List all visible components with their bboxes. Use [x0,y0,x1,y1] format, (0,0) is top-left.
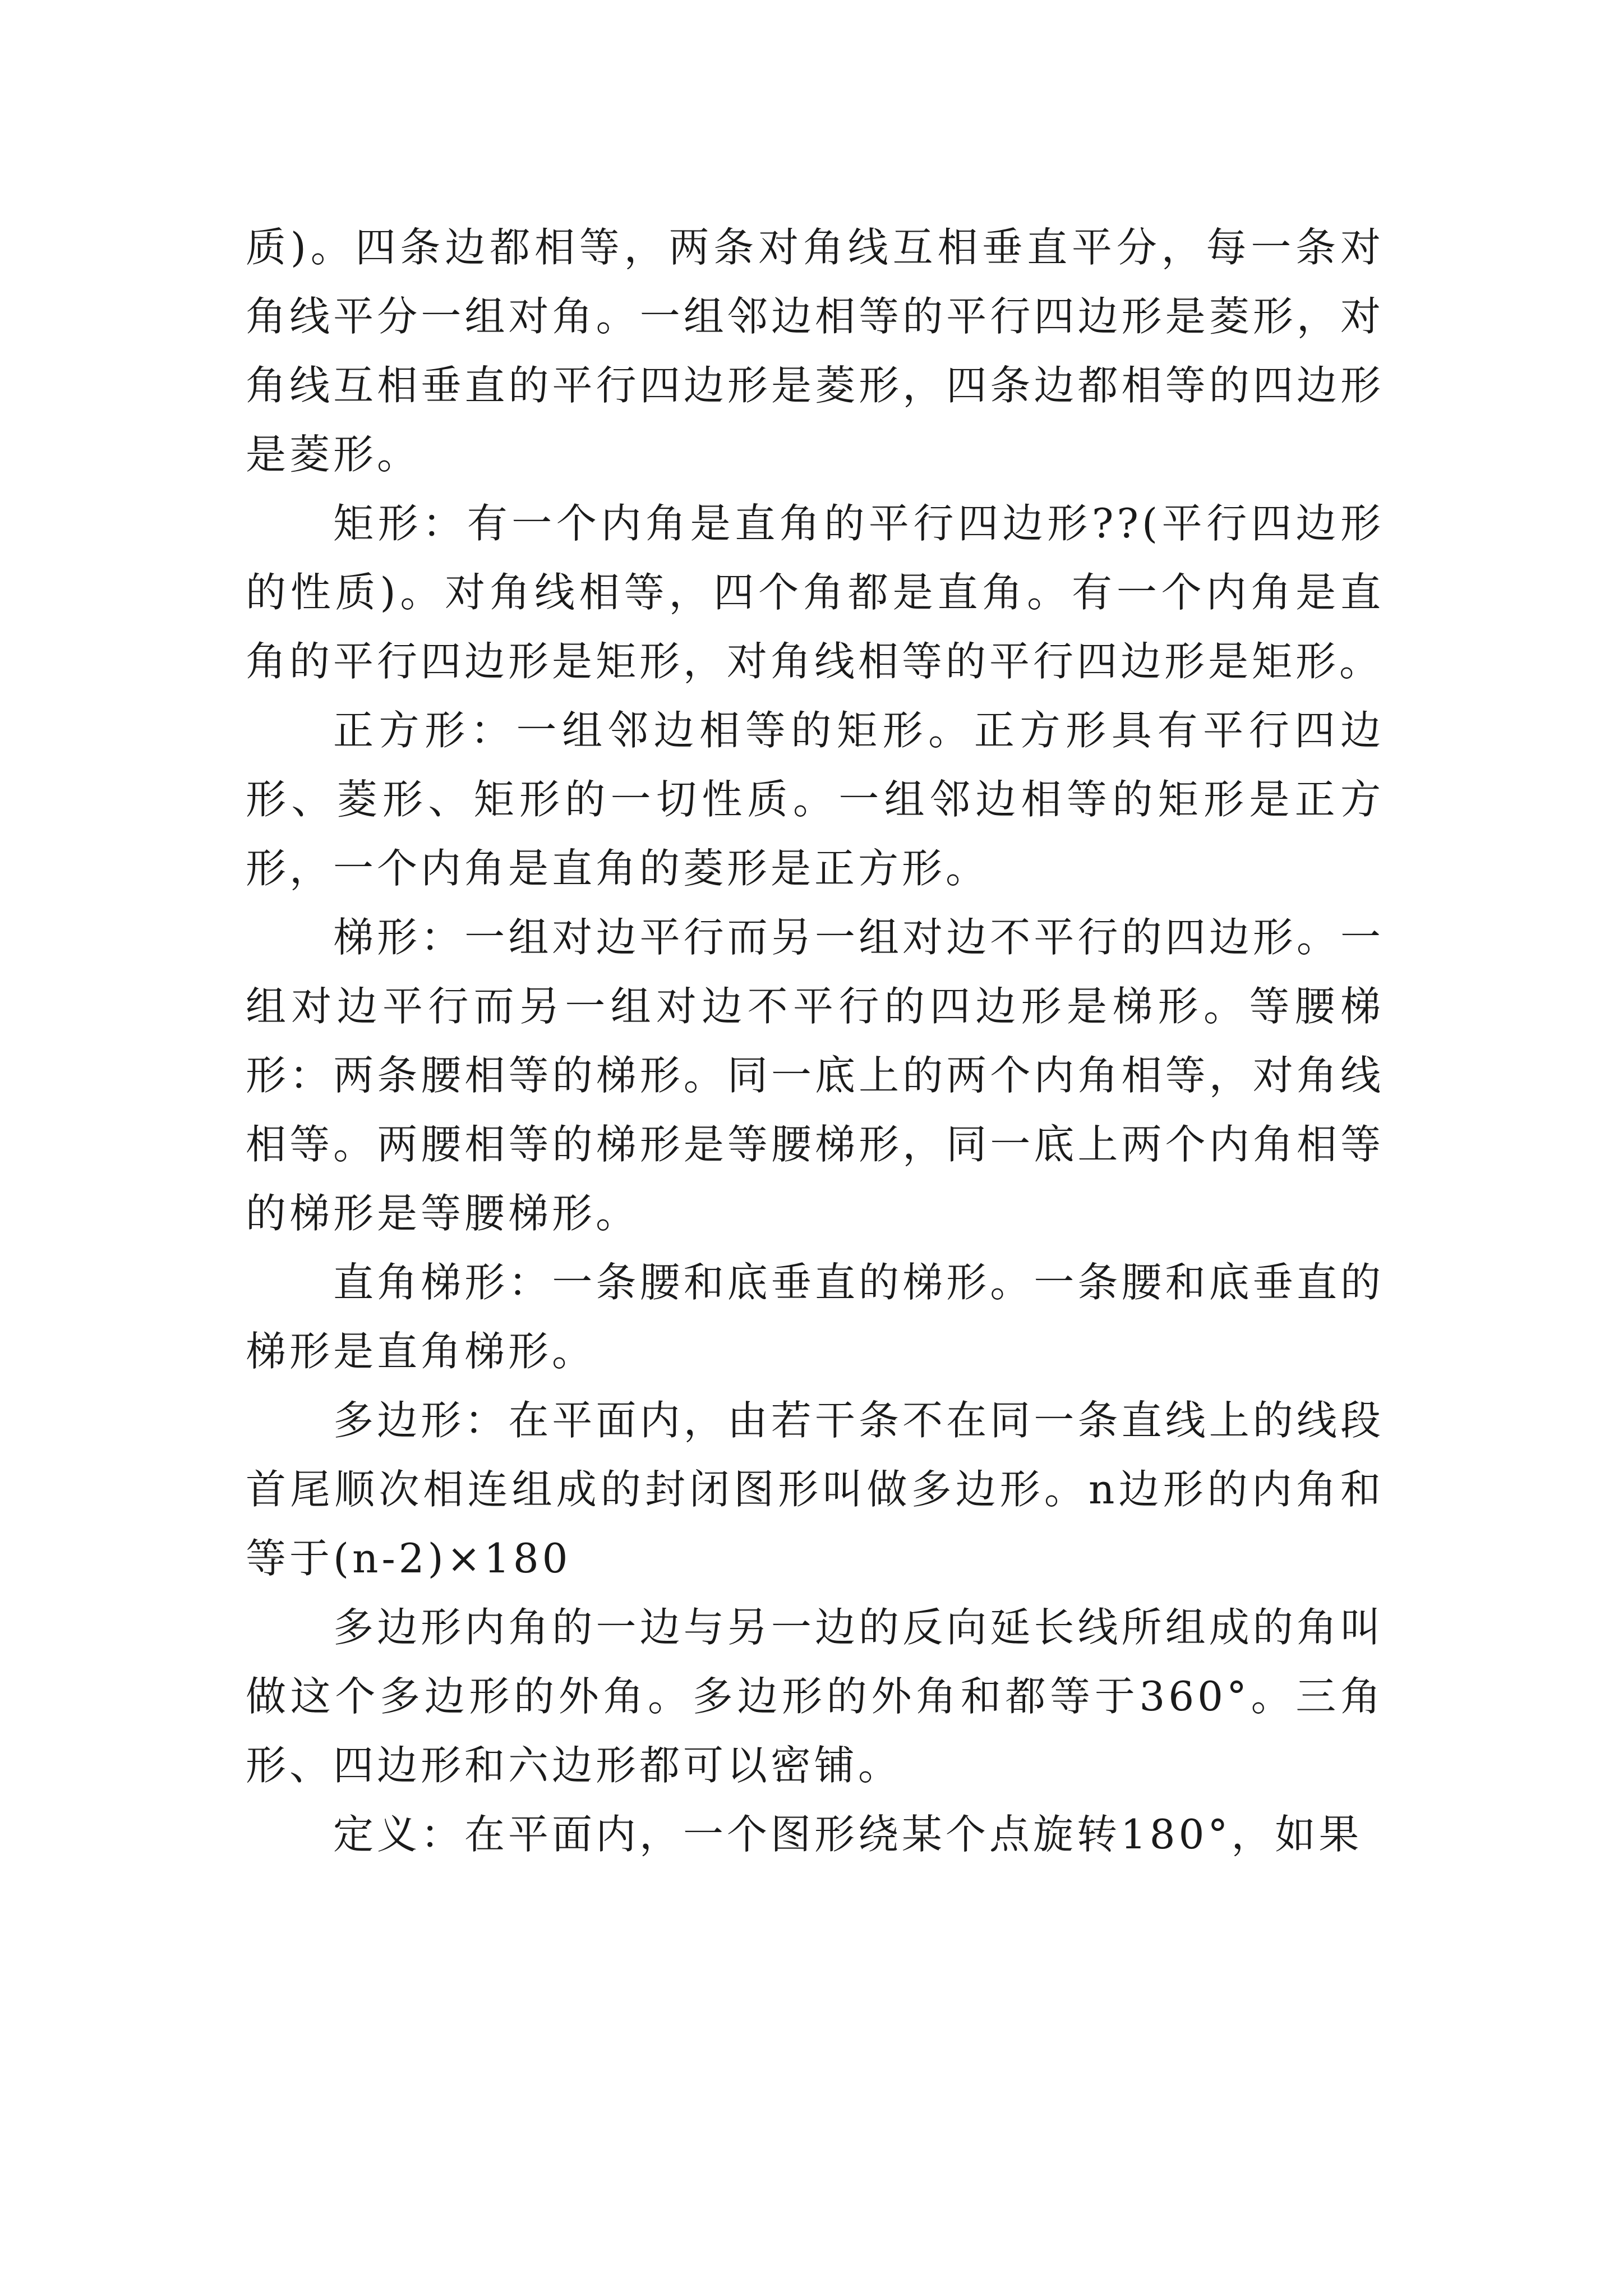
paragraph-square: 正方形：一组邻边相等的矩形。正方形具有平行四边形、菱形、矩形的一切性质。一组邻边相等的矩形是正方形，一个内角是直角的菱形是正方形。 [246,707,1384,892]
paragraph-polygon: 多边形：在平面内，由若干条不在同一条直线上的线段首尾顺次相连组成的封闭图形叫做多边形。n边形的内角和等于(n-2)×180 [246,1397,1384,1582]
paragraph-rhombus-continued: 质)。四条边都相等，两条对角线互相垂直平分，每一条对角线平分一组对角。一组邻边相等的平行四边形是菱形，对角线互相垂直的平行四边形是菱形，四条边都相等的四边形是菱形。 [246,224,1384,478]
paragraph-definition: 定义：在平面内，一个图形绕某个点旋转180°，如果 [333,1811,1363,1858]
paragraph-rectangle: 矩形：有一个内角是直角的平行四边形??(平行四边形的性质)。对角线相等，四个角都是直角。有一个内角是直角的平行四边形是矩形，对角线相等的平行四边形是矩形。 [246,500,1384,685]
paragraph-right-trapezoid: 直角梯形：一条腰和底垂直的梯形。一条腰和底垂直的梯形是直角梯形。 [246,1259,1384,1375]
paragraph-exterior-angle: 多边形内角的一边与另一边的反向延长线所组成的角叫做这个多边形的外角。多边形的外角和都等于360°。三角形、四边形和六边形都可以密铺。 [246,1604,1384,1789]
document-body [246,213,1384,1869]
paragraph-trapezoid: 梯形：一组对边平行而另一组对边不平行的四边形。一组对边平行而另一组对边不平行的四边形是梯形。等腰梯形：两条腰相等的梯形。同一底上的两个内角相等，对角线相等。两腰相等的梯形是等腰梯形，同一底上两个内角相等的梯形是等腰梯形。 [246,914,1384,1237]
